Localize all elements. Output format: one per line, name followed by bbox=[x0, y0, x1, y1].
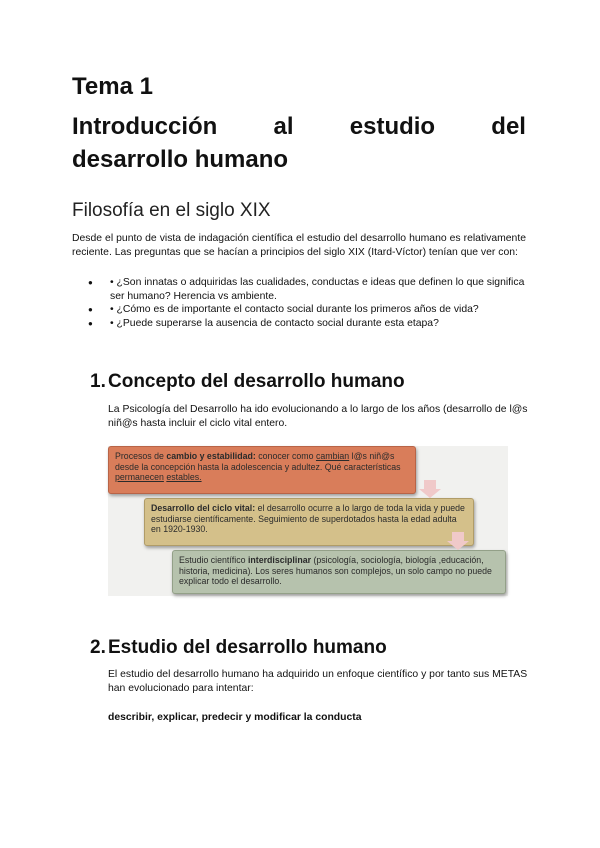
goals-statement: describir, explicar, predecir y modificar la conducta bbox=[108, 712, 362, 723]
list-item-text: • ¿Son innatas o adquiridas las cualidades, conductas e ideas que definen lo que significa ser humano? Herencia vs ambiente. bbox=[110, 277, 525, 302]
box-bold-text: interdisciplinar bbox=[247, 555, 312, 565]
bullet-icon: ● bbox=[88, 318, 93, 328]
box-text: Estudio científico bbox=[179, 555, 248, 565]
section-1-paragraph: La Psicología del Desarrollo ha ido evolucionando a lo largo de los años (desarrollo de l@s niñ@s hasta incluir el ciclo vital entero. bbox=[108, 404, 528, 429]
intro-paragraph: Desde el punto de vista de indagación científica el estudio del desarrollo humano es relativamente reciente. Las preguntas que se hacían a principios del siglo XIX (Itard-Víctor) tenían que ver con: bbox=[72, 233, 526, 258]
box-text: conocer como bbox=[255, 451, 316, 461]
diagram-box-lifecycle bbox=[144, 498, 474, 546]
box-bold-text: cambio y estabilidad: bbox=[166, 451, 256, 461]
list-item bbox=[72, 276, 526, 303]
box-underlined-text: permanecen bbox=[115, 472, 164, 482]
diagram-box-interdisciplinary bbox=[172, 550, 506, 594]
list-item bbox=[72, 303, 526, 317]
box-text: el desarrollo ocurre a lo largo de toda la vida y puede estudiarse científicamente. Seguimiento de superdotados hasta la edad adulta en 1920-1930. bbox=[151, 503, 465, 534]
section-title: Estudio del desarrollo humano bbox=[108, 637, 387, 658]
page-title bbox=[72, 110, 526, 176]
section-2-paragraph: El estudio del desarrollo humano ha adquirido un enfoque científico y por tanto sus METAS han evolucionado para intentar: bbox=[108, 669, 528, 694]
box-text: l@s niñ@s desde la concepción hasta la adolescencia y adultez. Qué características bbox=[115, 451, 401, 472]
bullet-icon: ● bbox=[88, 278, 93, 287]
section-title: Concepto del desarrollo humano bbox=[108, 371, 405, 392]
section-heading-1 bbox=[90, 370, 405, 394]
tema-title: Tema 1 bbox=[72, 73, 153, 100]
section-heading-philosophy: Filosofía en el siglo XIX bbox=[72, 200, 271, 221]
diagram-box-change bbox=[108, 446, 416, 494]
list-item-text: • ¿Cómo es de importante el contacto social durante los primeros años de vida? bbox=[110, 304, 479, 315]
section-heading-2 bbox=[90, 636, 387, 660]
box-underlined-text: cambian bbox=[315, 451, 350, 461]
bullet-icon: ● bbox=[88, 305, 93, 314]
title-word: al bbox=[273, 113, 294, 140]
concept-diagram bbox=[108, 446, 508, 596]
list-item bbox=[72, 317, 526, 331]
title-line-2: desarrollo humano bbox=[72, 146, 289, 173]
box-text: (psicología, sociología, biología ,educación, historia, medicina). Los seres humanos son complejos, un solo campo no puede explicar todo el desarrollo. bbox=[179, 555, 492, 586]
box-underlined-text: estables. bbox=[166, 472, 202, 482]
list-item-text: • ¿Puede superarse la ausencia de contacto social durante esta etapa? bbox=[110, 317, 439, 329]
box-text: Procesos de bbox=[115, 451, 167, 461]
section-number: 2. bbox=[90, 637, 106, 658]
title-line-1 bbox=[72, 110, 526, 143]
title-word: del bbox=[491, 113, 526, 140]
box-bold-text: Desarrollo del ciclo vital: bbox=[151, 503, 256, 513]
question-list bbox=[72, 276, 526, 330]
title-word: Introducción bbox=[72, 113, 218, 140]
title-word: estudio bbox=[349, 113, 436, 140]
section-number: 1. bbox=[90, 371, 106, 392]
